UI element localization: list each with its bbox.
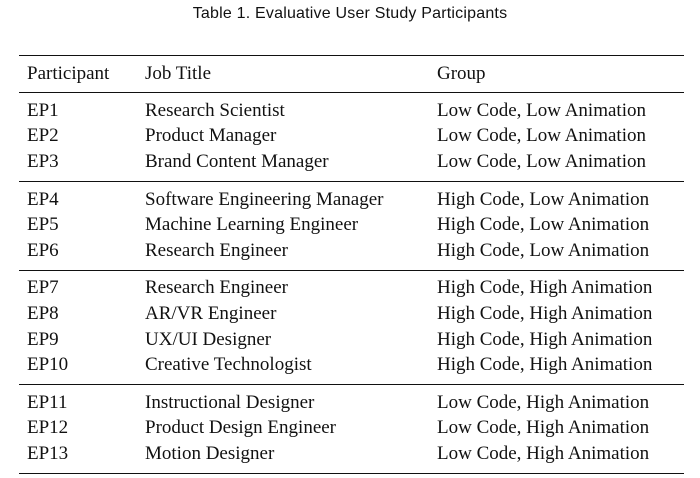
- cell-job-title: Machine Learning Engineer: [145, 214, 359, 236]
- header-group: Group: [437, 63, 486, 84]
- table-header: [19, 56, 684, 92]
- table-row: [19, 276, 684, 302]
- cell-participant: EP10: [27, 354, 69, 376]
- cell-participant: EP13: [27, 442, 69, 464]
- row-group-2: [19, 182, 684, 270]
- cell-job-title: Brand Content Manager: [145, 150, 329, 172]
- cell-participant: EP4: [27, 188, 59, 210]
- cell-group: High Code, High Animation: [437, 302, 653, 324]
- cell-group: Low Code, High Animation: [437, 391, 650, 413]
- cell-job-title: Motion Designer: [145, 442, 275, 464]
- cell-group: High Code, Low Animation: [437, 188, 650, 210]
- participants-table: [19, 55, 684, 474]
- table-row: [19, 416, 684, 442]
- table-row: [19, 149, 684, 175]
- cell-participant: EP12: [27, 417, 69, 439]
- cell-participant: EP9: [27, 328, 59, 350]
- cell-group: High Code, High Animation: [437, 328, 653, 350]
- cell-group: Low Code, Low Animation: [437, 125, 646, 147]
- cell-participant: EP11: [27, 391, 68, 413]
- cell-participant: EP8: [27, 302, 59, 324]
- cell-job-title: Research Scientist: [145, 99, 285, 121]
- table-row: [19, 238, 684, 264]
- cell-group: Low Code, Low Animation: [437, 150, 646, 172]
- cell-job-title: Creative Technologist: [145, 354, 312, 376]
- cell-job-title: AR/VR Engineer: [145, 302, 277, 324]
- cell-job-title: Product Design Engineer: [145, 417, 337, 439]
- cell-participant: EP5: [27, 214, 59, 236]
- table-row: [19, 187, 684, 213]
- cell-group: High Code, Low Animation: [437, 239, 650, 261]
- table-row: [19, 352, 684, 378]
- table-row: [19, 441, 684, 467]
- cell-job-title: Research Engineer: [145, 277, 288, 299]
- bottom-rule: [19, 473, 684, 474]
- cell-group: Low Code, High Animation: [437, 442, 650, 464]
- table-row: [19, 124, 684, 150]
- cell-participant: EP3: [27, 150, 59, 172]
- table-row: [19, 301, 684, 327]
- row-group-4: [19, 385, 684, 473]
- table-row: [19, 327, 684, 353]
- table-row: [19, 98, 684, 124]
- header-participant: Participant: [27, 63, 110, 84]
- row-group-3: [19, 271, 684, 384]
- cell-job-title: Software Engineering Manager: [145, 188, 384, 210]
- cell-participant: EP2: [27, 125, 59, 147]
- row-group-1: [19, 93, 684, 181]
- table-row: [19, 212, 684, 238]
- cell-participant: EP7: [27, 277, 59, 299]
- cell-job-title: Instructional Designer: [145, 391, 315, 413]
- cell-job-title: Research Engineer: [145, 239, 288, 261]
- header-job-title: Job Title: [145, 63, 212, 84]
- cell-group: Low Code, High Animation: [437, 417, 650, 439]
- cell-job-title: UX/UI Designer: [145, 328, 272, 350]
- cell-group: High Code, High Animation: [437, 354, 653, 376]
- cell-group: High Code, Low Animation: [437, 214, 650, 236]
- cell-group: High Code, High Animation: [437, 277, 653, 299]
- cell-participant: EP6: [27, 239, 59, 261]
- table-row: [19, 390, 684, 416]
- table-caption: Table 1. Evaluative User Study Participants: [192, 5, 508, 22]
- cell-job-title: Product Manager: [145, 125, 277, 147]
- cell-group: Low Code, Low Animation: [437, 99, 646, 121]
- cell-participant: EP1: [27, 99, 59, 121]
